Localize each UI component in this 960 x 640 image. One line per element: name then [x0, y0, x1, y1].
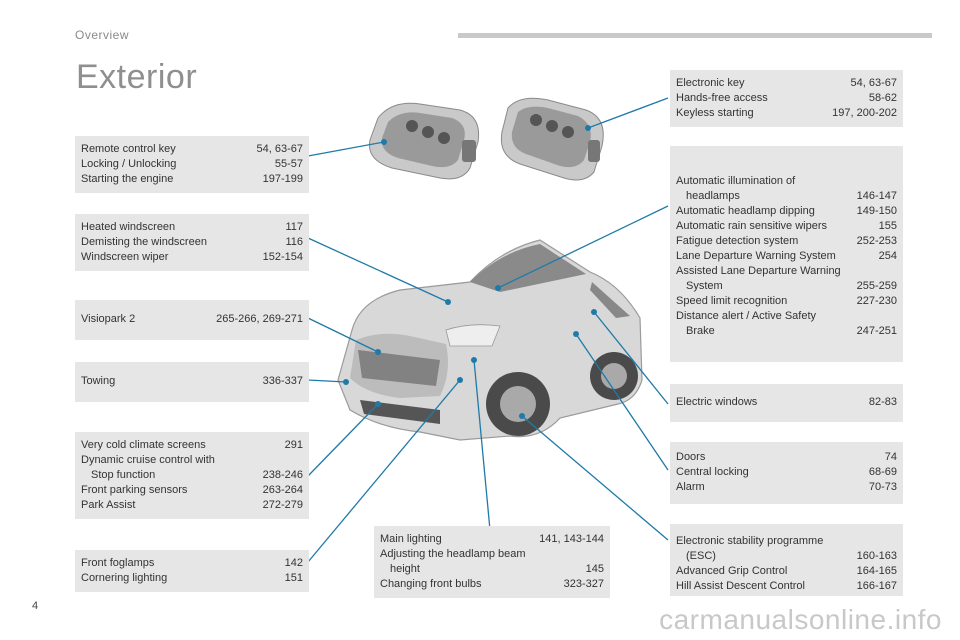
windscreen-box	[75, 214, 309, 271]
index-row[interactable]: Electronic key 54, 63-67	[676, 77, 897, 89]
index-row[interactable]: Front parking sensors 263-264	[81, 484, 303, 496]
index-row[interactable]: Electric windows 82-83	[676, 396, 897, 408]
esc-box	[670, 524, 903, 596]
visiopark-box	[75, 300, 309, 340]
section-header: Overview	[75, 28, 130, 42]
electronic-key-box	[670, 70, 903, 127]
index-row[interactable]: Alarm 70-73	[676, 481, 897, 493]
electric-windows-box	[670, 384, 903, 422]
index-row[interactable]: Fatigue detection system 252-253	[676, 235, 897, 247]
foglamps-box	[75, 550, 309, 592]
index-row[interactable]: Park Assist 272-279	[81, 499, 303, 511]
page-number: 4	[32, 600, 39, 612]
index-row[interactable]: Starting the engine 197-199	[81, 173, 303, 185]
index-row[interactable]: Very cold climate screens 291	[81, 439, 303, 451]
index-row[interactable]: Main lighting 141, 143-144	[380, 533, 604, 545]
index-row[interactable]: Remote control key 54, 63-67	[81, 143, 303, 155]
index-row[interactable]: Hands-free access 58-62	[676, 92, 897, 104]
index-row[interactable]: Automatic illumination of	[676, 175, 796, 187]
driving-aids-box	[75, 432, 309, 519]
electronic-key-illustration	[501, 98, 603, 180]
index-row[interactable]: Windscreen wiper 152-154	[81, 251, 303, 263]
doors-box	[670, 442, 903, 504]
lighting-box	[374, 526, 610, 598]
index-row[interactable]: Towing 336-337	[81, 375, 303, 387]
index-row[interactable]: Front foglamps 142	[81, 557, 303, 569]
remote-key-box	[75, 136, 309, 193]
driver-assist-box	[670, 146, 903, 362]
index-row[interactable]: Distance alert / Active Safety	[676, 310, 817, 322]
index-row[interactable]: (ESC) 160-163	[686, 550, 897, 562]
index-row[interactable]: Visiopark 2 265-266, 269-271	[81, 313, 303, 325]
index-row[interactable]: Keyless starting 197, 200-202	[676, 107, 897, 119]
index-row[interactable]: Changing front bulbs 323-327	[380, 578, 604, 590]
index-row[interactable]: Stop function 238-246	[91, 469, 303, 481]
index-row[interactable]: Locking / Unlocking 55-57	[81, 158, 303, 170]
index-row[interactable]: Brake 247-251	[686, 325, 897, 337]
index-row[interactable]: Hill Assist Descent Control 166-167	[676, 580, 897, 592]
index-row[interactable]: Assisted Lane Departure Warning	[676, 265, 841, 277]
index-row[interactable]: Automatic rain sensitive wipers 155	[676, 220, 897, 232]
index-row[interactable]: Demisting the windscreen 116	[81, 236, 303, 248]
index-row[interactable]: Central locking 68-69	[676, 466, 897, 478]
index-row[interactable]: headlamps 146-147	[686, 190, 897, 202]
index-row[interactable]: Lane Departure Warning System 254	[676, 250, 897, 262]
car-illustration	[338, 240, 642, 440]
index-row[interactable]: Doors 74	[676, 451, 897, 463]
index-row[interactable]: Automatic headlamp dipping 149-150	[676, 205, 897, 217]
index-row[interactable]: Dynamic cruise control with	[81, 454, 215, 466]
index-row[interactable]: System 255-259	[686, 280, 897, 292]
page-title: Exterior	[76, 58, 198, 96]
index-row[interactable]: Cornering lighting 151	[81, 572, 303, 584]
towing-box	[75, 362, 309, 402]
index-row[interactable]: Advanced Grip Control 164-165	[676, 565, 897, 577]
index-row[interactable]: Heated windscreen 117	[81, 221, 303, 233]
watermark: carmanualsonline.info	[659, 604, 942, 635]
index-row[interactable]: Adjusting the headlamp beam	[380, 548, 526, 560]
index-row[interactable]: height 145	[390, 563, 604, 575]
index-row[interactable]: Speed limit recognition 227-230	[676, 295, 897, 307]
index-row[interactable]: Electronic stability programme	[676, 535, 824, 547]
